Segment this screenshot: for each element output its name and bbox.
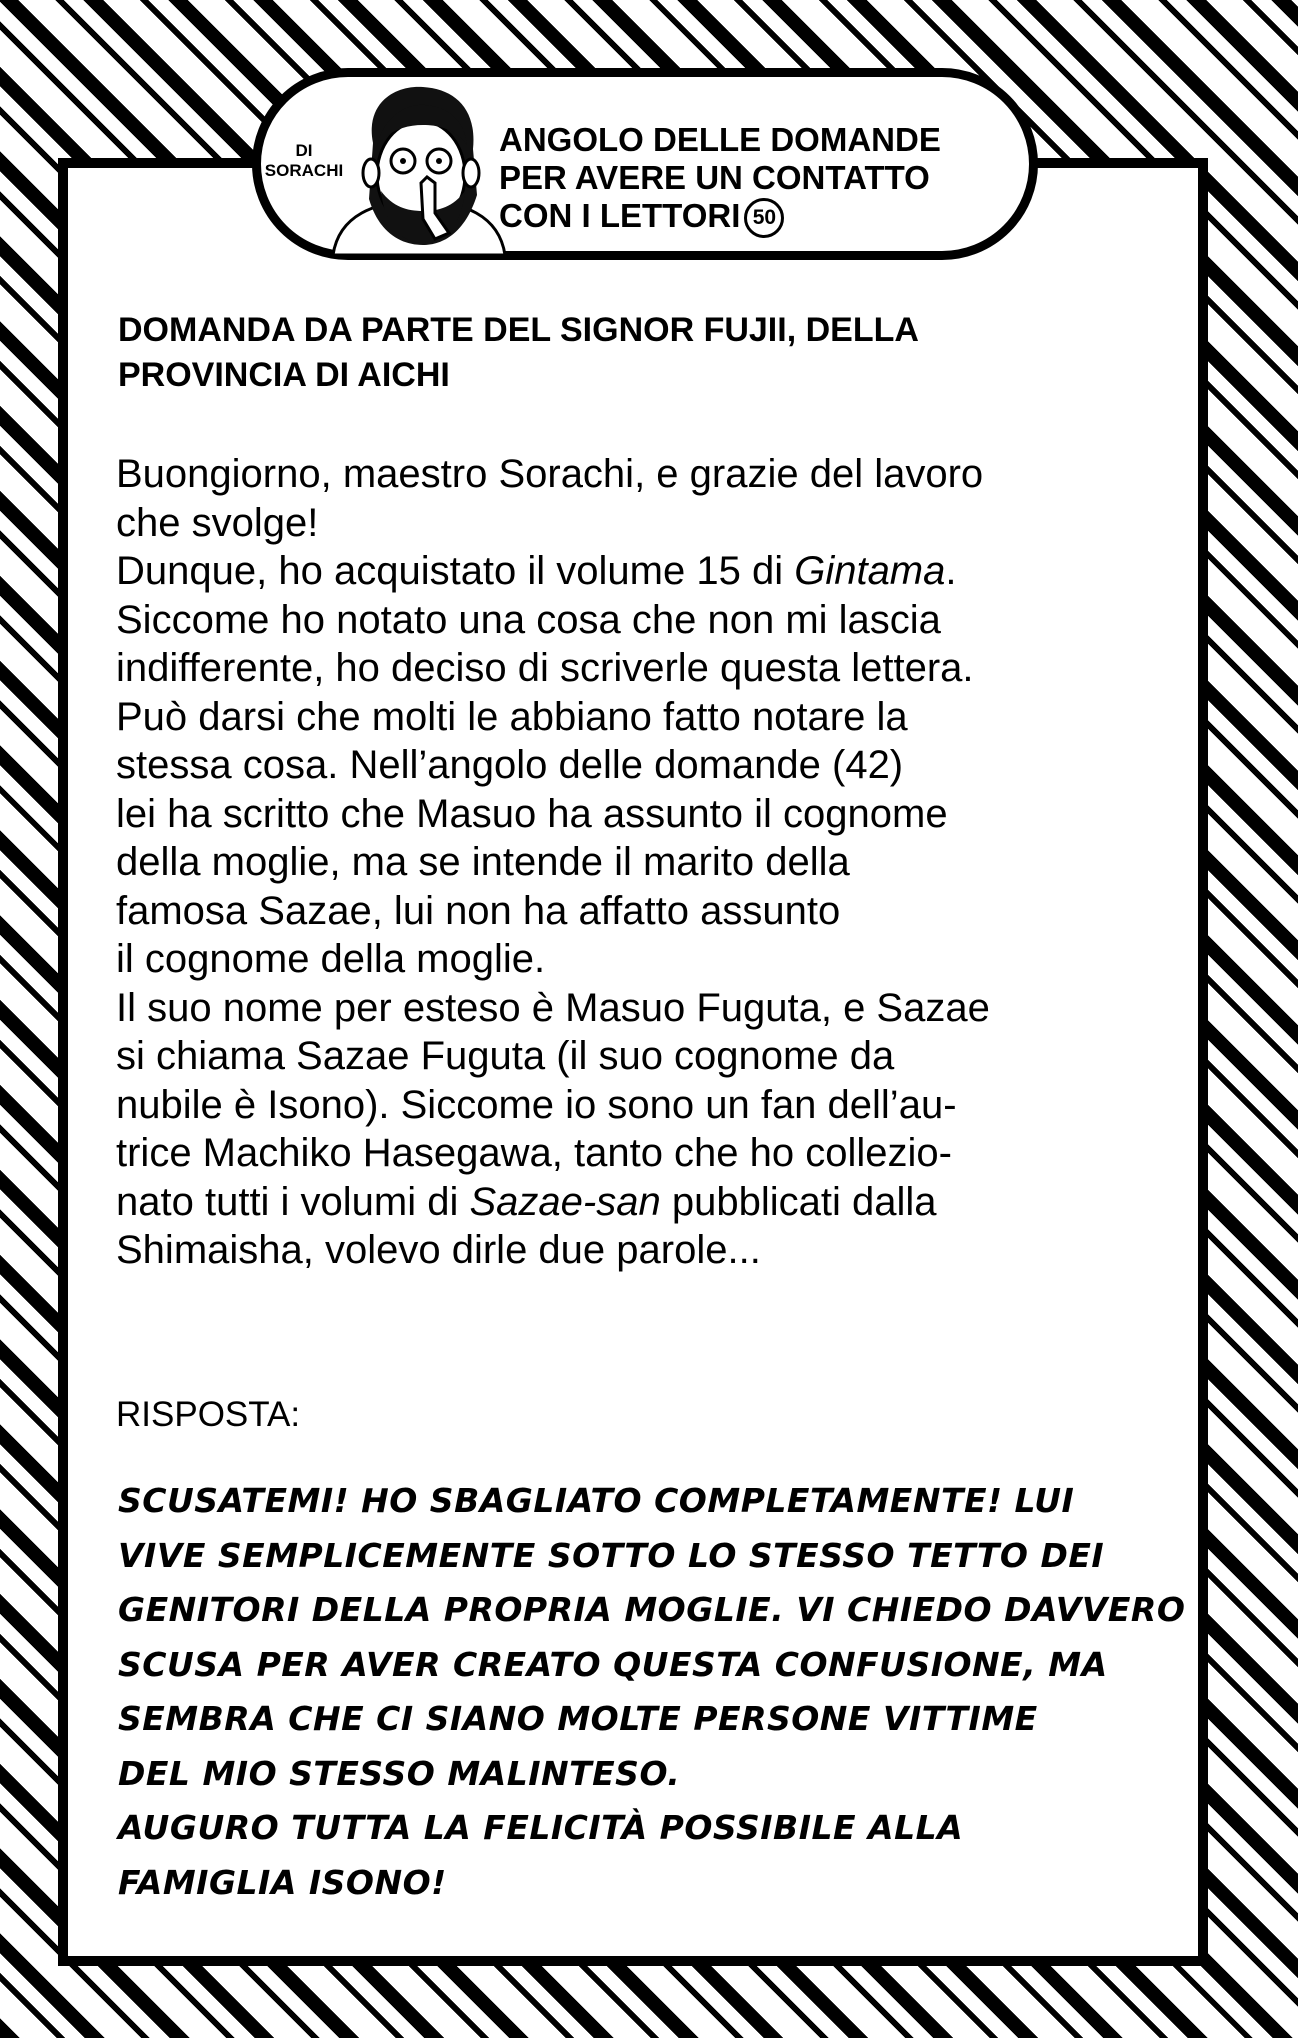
column-title-line-2: PER AVERE UN CONTATTO (499, 159, 930, 196)
answer-line: AUGURO TUTTA LA FELICITÀ POSSIBILE ALLA (118, 1808, 964, 1847)
answer-label: RISPOSTA: (116, 1395, 301, 1434)
letter-line: trice Machiko Hasegawa, tanto che ho collezio- (116, 1131, 952, 1175)
letter-line (116, 1178, 1186, 1227)
reader-letter (116, 450, 1186, 1275)
author-caricature-icon (315, 83, 525, 255)
letter-line: Può darsi che molti le abbiano fatto notare la (116, 694, 908, 739)
letter-text: Dunque, ho acquistato il volume 15 di (116, 549, 795, 593)
column-number-badge: 50 (744, 198, 784, 238)
letter-text: nato tutti i volumi di (116, 1179, 470, 1224)
answer-line: SCUSATEMI! HO SBAGLIATO COMPLETAMENTE! LUI (118, 1481, 1075, 1520)
column-title-line-1: ANGOLO DELLE DOMANDE (499, 121, 941, 158)
answer-line: VIVE SEMPLICEMENTE SOTTO LO STESSO TETTO DEI (118, 1535, 1105, 1575)
column-header-banner (252, 68, 1038, 260)
letter-line: il cognome della moglie. (116, 937, 546, 981)
letter-line: indifferente, ho deciso di scriverle questa lettera. (116, 646, 974, 690)
answer-line: DEL MIO STESSO MALINTESO. (118, 1753, 681, 1793)
letter-line: Buongiorno, maestro Sorachi, e grazie del lavoro (116, 452, 984, 496)
signature-line-2: SORACHI (264, 161, 344, 180)
letter-line (116, 547, 1186, 596)
answer-line: SEMBRA CHE CI SIANO MOLTE PERSONE VITTIME (118, 1699, 1038, 1738)
letter-line: stessa cosa. Nell’angolo delle domande (42) (116, 743, 904, 787)
question-heading (118, 308, 1118, 398)
column-title-line-3-text: CON I LETTORI (499, 197, 741, 234)
author-answer (118, 1474, 1186, 1910)
letter-line: della moglie, ma se intende il marito della (116, 840, 850, 884)
letter-line: lei ha scritto che Masuo ha assunto il cognome (116, 791, 948, 836)
letter-line: Shimaisha, volevo dirle due parole... (116, 1228, 761, 1272)
title-gintama: Gintama (794, 549, 946, 593)
letter-line: Siccome ho notato una cosa che non mi lascia (116, 597, 941, 642)
letter-line: Il suo nome per esteso è Masuo Fuguta, e Sazae (116, 985, 990, 1030)
answer-line: SCUSA PER AVER CREATO QUESTA CONFUSIONE, MA (118, 1644, 1108, 1684)
question-heading-line-2: PROVINCIA DI AICHI (118, 356, 450, 394)
letter-line: si chiama Sazae Fuguta (il suo cognome da (116, 1034, 895, 1078)
letter-line: famosa Sazae, lui non ha affatto assunto (116, 888, 841, 933)
column-title (499, 121, 1019, 238)
question-heading-line-1: DOMANDA DA PARTE DEL SIGNOR FUJII, DELLA (118, 311, 919, 349)
letter-line: che svolge! (116, 500, 319, 545)
letter-text: pubblicati dalla (660, 1179, 937, 1224)
letter-line: nubile è Isono). Siccome io sono un fan dell’au- (116, 1082, 957, 1127)
answer-line: FAMIGLIA ISONO! (118, 1862, 447, 1902)
title-sazae-san: Sazae-san (469, 1179, 661, 1224)
column-title-line-3 (499, 197, 1019, 238)
signature-line-1: DI (295, 141, 313, 160)
letter-text: . (945, 549, 957, 593)
answer-line: GENITORI DELLA PROPRIA MOGLIE. VI CHIEDO DAVVERO (118, 1590, 1186, 1629)
